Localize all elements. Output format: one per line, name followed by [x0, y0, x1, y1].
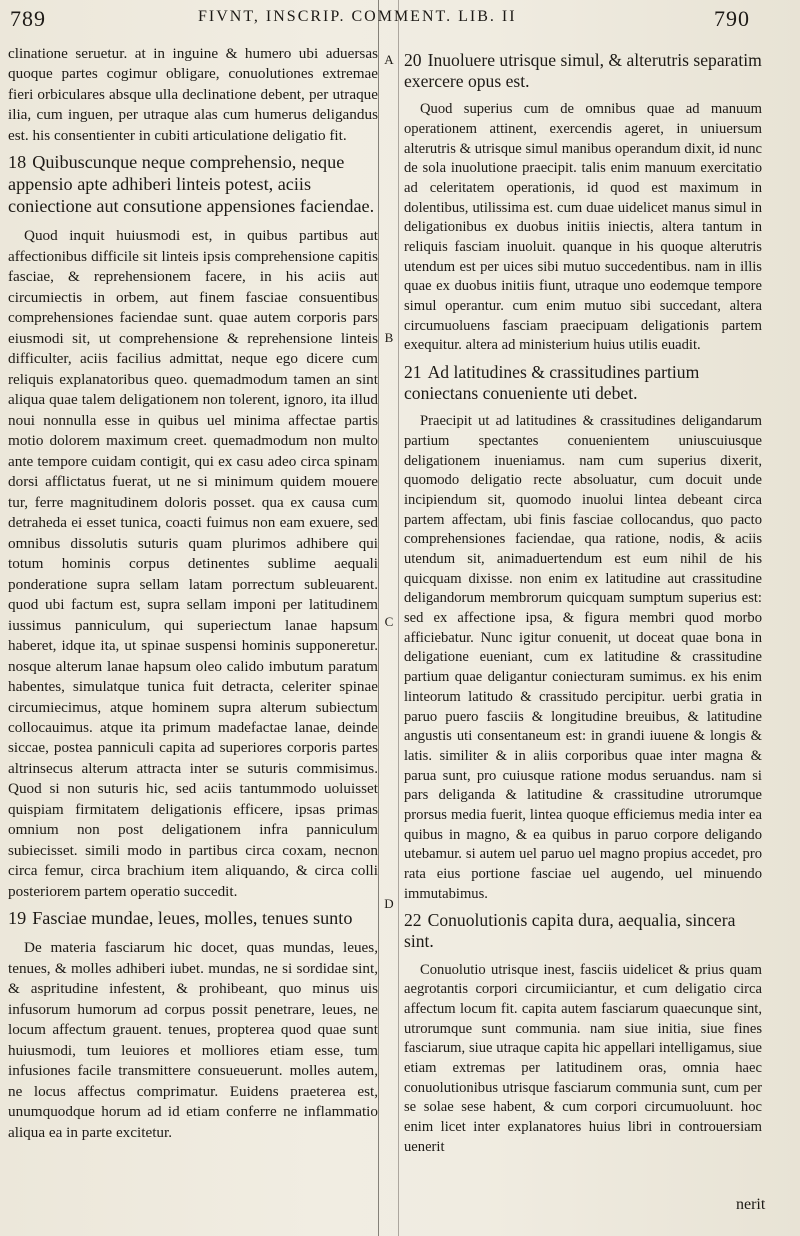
catchword: nerit: [736, 1196, 766, 1213]
section-19-body: De materia fasciarum hic docet, quas mundas, leues, tenues, & molles adhiberi iubet. mundas, ne si sordidae sint, & aspritudine infestent, & prohibeant, quo minus uis infusorum humorum ad corpus possit penetrare, leues, ne locum affectum grauent. tenues, propterea quod quae sunt huiusmodi, tum leuiores et molliores etiam esse, tum infusiones facile transmittere consueuerunt. molles autem, ne locus affectus comprimatur. Euidens praeterea est, unumquodque horum ad id etiam conferre ne inflammatio aliqua ea in parte excitetur.: [8, 939, 378, 1141]
section-22-title: Conuolutionis capita dura, aequalia, sincera sint.: [404, 910, 736, 952]
section-21-heading: [404, 362, 762, 404]
section-22-number: 22: [404, 910, 422, 931]
section-22-body: Conuolutio utrisque inest, fasciis uidelicet & prius quam aegrotantis corpori circumiiciantur, et cum deligatio circa affectum locum fit. capita autem fasciarum quaecunque sint, utrorumque sunt communia. nam siue initia, siue fines fasciarum, siue utraque capita hic appellari intelligamus, siue etiam extremas per latitudinem oras, omnia haec conuolutionibus utrisque fasciarum communia sunt, cum per se solae sese habent, & cum corpori circumuoluunt. hoc enim licet inter explanatores huius libri in controuersiam uenerit: [404, 961, 762, 1155]
left-column: [8, 44, 378, 1149]
margin-marker-d: D: [384, 896, 394, 911]
running-head: FIVNT, INSCRIP. COMMENT. LIB. II: [198, 8, 517, 25]
section-18-title: Quibuscunque neque comprehensio, neque appensio apte adhiberi linteis potest, aciis coniectione aut consutione appensiones faciendae.: [8, 152, 375, 217]
margin-marker-b: B: [384, 330, 394, 345]
section-21-title: Ad latitudines & crassitudines partium coniectans conueniente uti debet.: [404, 362, 700, 404]
page-number-left: 789: [10, 6, 46, 31]
section-20-heading: [404, 50, 762, 92]
section-18-body: Quod inquit huiusmodi est, in quibus partibus aut affectionibus difficile sit linteis ipsis comprehensione capitis fasciae, & reprehensionem facere, in his aciis aut circumiectis in orbem, aut finem fasciae consuentibus comprehensiones faciendae sunt. quae autem corporis pars eiusmodi sit, ut comprehensione & reprehensione linteis difficulter, aciis facilius admittat, neque ego dicere cum reliquis explanatoribus queo. quemadmodum tamen an sint aliqua quae talem deligationem non tolerent, ignoro, ita illud noui nonnulla esse in quibus uel minima affectae partis motio dolorem maximum creet. quemadmodum non multo ante tempore cuidam contigit, qui ex casu adeo circa spinam dorsi afflictatus fuerat, ut ne si minimum quidem mouere tur, ferre magnitudinem doloris posset. qua ex causa cum detraheda ei esset tunica, coacti fuimus non eam exuere, sed omnibus dissolutis suturis quam plurimos adhibere qui totum hominis corpus detinentes sublime aequali ponderatione supra sellam latam porrectum subleuarent. quod ubi factum est, supra sellam imponi per latitudinem iussimus panniculum, qui superiectum lanae hapsum haberet, idque ita, ut spinae suspensi hominis supponeretur. nosque alterum lanae hapsum oleo calido imbutum paratum habentes, simulatque tunica fuit detracta, celeriter spinae circumiecimus, atque hominem supra alterum subiectum collocauimus. atque ita primum madefactae lanae, deinde siccae, postea panniculi capita ad superiores corporis partes altrinsecus alterum attracta inter se suturis commisimus. Quod si non suturis hic, sed aciis tantummodo uoluisset quispiam firmitatem deligationis efficere, ipsas primas omnium non post deligationem infra panniculum subiecisset. simili modo in partibus circa coxam, necnon circa femur, circa brachium item aliquando, & circa colli posteriorem partem operatio succedit.: [8, 227, 378, 900]
section-20-title: Inuoluere utrisque simul, & alterutris separatim exercere opus est.: [404, 50, 762, 92]
column-divider-inner: [398, 0, 399, 1236]
section-18-number: 18: [8, 152, 27, 173]
section-20-number: 20: [404, 50, 422, 70]
section-21-number: 21: [404, 362, 422, 383]
column-divider: [378, 0, 379, 1236]
section-21-body: Praecipit ut ad latitudines & crassitudines deligandarum partium spectantes conuenientem uniuscuiusque deligationem inueniamus. nam cum superius dixerit, quomodo deligatio recte absoluatur, cum docuit unde incipiendum sit, quomodo inuolui lintea debeant circa partem affectam, ubi finis fasciae collocandus, quo pacto comprehensiones faciendae, qua ratione, nodis, & aciis utendum sit, animaduertendum est eum nihil de his quicquam dixisse. non enim ex latitudine aut crassitudine deligandorum membrorum quicquam sumptum superius est: sed ex affectione ipsa, & figura membri quod morbo afficiebatur. Nunc igitur conuenit, ut doceat quae bona in deligatione eueniant, cum ex latitudine & crassitudine partium quae deligantur coniecturam sumimus. ex his enim linteorum latitudo & crassitudo percipitur. uerbi gratia in paruo puero fasciis & longitudine breuibus, & latitudine angustis uti consentaneum est: in grandi iuuene & longis & latis. similiter & in aliis corporibus quae inter magna & parua sunt, pro cuiusque ratione modus seruandus. nam si pars deliganda & latitudine & crassitudine utrorumque prorsus media fuerit, lintea quoque efficiemus media inter ea quibus in magno, & ea quibus in paruo corpore deligando utebamur. si autem uel paruo uel magno propius accedet, pro rata eius portione fasciae uel augendo, uel minuendo immutabimus.: [404, 413, 762, 902]
left-opening-paragraph: clinatione seruetur. at in inguine & humero ubi aduersas quoque partes cogimur obligare, conuolutiones extremae fieri orbiculares absque ulla declinatione debent, per utraque ilia, cum inguen, per utraque alas cum humerus deligandus est. his consentienter in cubiti articulatione deligatio fit.: [8, 45, 378, 144]
margin-marker-c: C: [384, 614, 394, 629]
section-22-heading: [404, 910, 762, 952]
page-number-right: 790: [714, 6, 750, 31]
page-header: [0, 0, 800, 44]
right-column: [404, 44, 762, 1163]
section-19-heading: [8, 908, 378, 930]
section-20-body: Quod superius cum de omnibus quae ad manuum operationem attinent, exercendis ageret, in uniuersum alterutris & utrisque simul manibus operandum dixit, id nunc de sola inuolutione praecipit. talis enim manuum exercitatio ad celeritatem operationis, id quod est maximum in dolentibus, utilissima est. cum duae uidelicet manus simul in deligationibus ex duobus initiis iniectis, altera tantum in reliquis fasciam inuoluit. quanque in his quoque alterutris utendum est per uices sibi mutuo succedentibus. nam in illis quae ex duobus initiis fiunt, utraque uno eodemque tempore simul operantur. cum enim mutuo sibi succedant, altera circumuoluens fasciam praecipuam deligationis partem exequitur. altera ad ministerium huius utilis euadit.: [404, 101, 762, 354]
section-19-title: Fasciae mundae, leues, molles, tenues sunto: [32, 908, 353, 929]
section-18-heading: [8, 152, 378, 218]
section-19-number: 19: [8, 908, 27, 929]
margin-marker-a: A: [384, 52, 394, 67]
